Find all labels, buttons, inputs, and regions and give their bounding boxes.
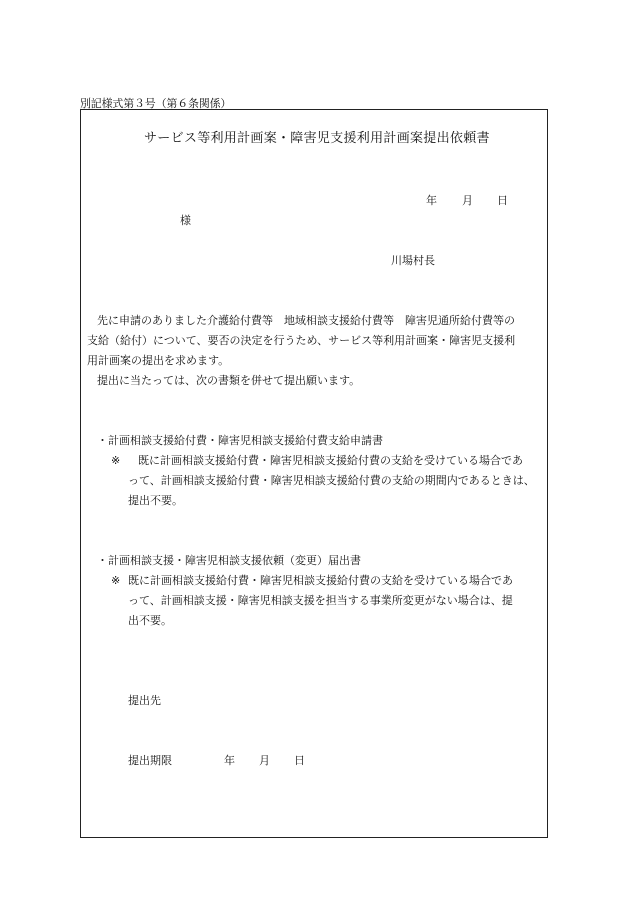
item-1-note-line-2: って、計画相談支援給付費・障害児相談支援給付費の支給の期間内であるときは、 bbox=[128, 474, 535, 487]
form-number-label: 別記様式第３号（第６条関係） bbox=[80, 97, 232, 110]
addressee-suffix: 様 bbox=[180, 214, 191, 227]
item-2-note-line-1: 既に計画相談支援給付費・障害児相談支援給付費の支給を受けている場合であ bbox=[128, 574, 513, 587]
item-2-note-mark: ※ bbox=[111, 574, 121, 587]
submission-deadline-label: 提出期限 bbox=[128, 754, 172, 767]
item-1-heading: ・計画相談支援給付費・障害児相談支援給付費支給申請書 bbox=[97, 434, 383, 447]
submission-destination-label: 提出先 bbox=[128, 694, 161, 707]
date-month-label: 月 bbox=[462, 194, 473, 207]
deadline-day-label: 日 bbox=[294, 754, 305, 767]
body-text-line-4: 提出に当たっては、次の書類を併せて提出願います。 bbox=[97, 374, 361, 387]
item-2-note-line-2: って、計画相談支援・障害児相談支援を担当する事業所変更がない場合は、提 bbox=[128, 594, 513, 607]
item-2-heading: ・計画相談支援・障害児相談支援依頼（変更）届出書 bbox=[97, 554, 361, 567]
date-year-label: 年 bbox=[426, 194, 437, 207]
deadline-year-label: 年 bbox=[224, 754, 235, 767]
document-title: サービス等利用計画案・障害児支援利用計画案提出依頼書 bbox=[144, 131, 490, 146]
body-text-line-1: 先に申請のありました介護給付費等 地域相談支援給付費等 障害児通所給付費等の bbox=[97, 314, 515, 327]
deadline-month-label: 月 bbox=[259, 754, 270, 767]
item-1-note-line-3: 提出不要。 bbox=[128, 494, 183, 507]
body-text-line-2: 支給（給付）について、要否の決定を行うため、サービス等利用計画案・障害児支援利 bbox=[87, 334, 516, 347]
body-text-line-3: 用計画案の提出を求めます。 bbox=[87, 354, 230, 367]
item-2-note-line-3: 出不要。 bbox=[128, 614, 172, 627]
item-1-note-line-1: 既に計画相談支援給付費・障害児相談支援給付費の支給を受けている場合であ bbox=[138, 454, 523, 467]
item-1-note-mark: ※ bbox=[111, 454, 121, 467]
issuer-name: 川場村長 bbox=[391, 254, 435, 267]
date-day-label: 日 bbox=[497, 194, 508, 207]
